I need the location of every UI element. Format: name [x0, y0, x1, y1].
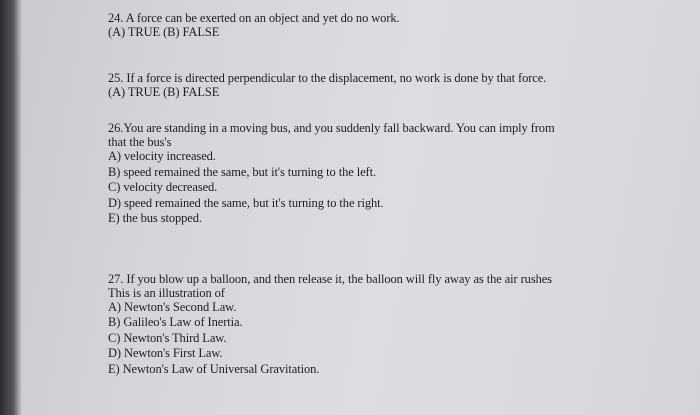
question-24-stem: 24. A force can be exerted on an object and yet do no work.: [108, 11, 400, 25]
question-26-option-a: A) velocity increased.: [108, 149, 216, 163]
question-26-option-c: C) velocity decreased.: [108, 180, 218, 195]
question-26-option-b: B) speed remained the same, but it's turning to the left.: [108, 164, 377, 179]
question-24-options: (A) TRUE (B) FALSE: [108, 25, 220, 39]
question-26: [108, 121, 700, 227]
question-26-option-d: D) speed remained the same, but it's turning to the right.: [108, 195, 384, 210]
question-27-option-b: B) Galileo's Law of Inertia.: [108, 315, 243, 330]
question-25: [108, 71, 700, 99]
question-27-stem-line-2: This is an illustration of: [108, 286, 225, 300]
question-26-option-e: E) the bus stopped.: [108, 211, 202, 226]
question-27-stem-line-1: 27. If you blow up a balloon, and then release it, the balloon will fly away as the air rushes: [108, 272, 552, 286]
question-25-options: (A) TRUE (B) FALSE: [108, 85, 220, 99]
question-27-options: [108, 300, 700, 377]
question-27: [108, 272, 700, 377]
question-26-options: [108, 149, 700, 227]
question-27-option-e: E) Newton's Law of Universal Gravitation.: [108, 361, 320, 376]
question-27-option-d: D) Newton's First Law.: [108, 346, 223, 361]
question-26-stem-line-2: that the bus's: [108, 135, 172, 149]
question-24: [108, 11, 700, 39]
question-26-stem-line-1: 26.You are standing in a moving bus, and you suddenly fall backward. You can imply from: [108, 121, 555, 135]
question-25-stem: 25. If a force is directed perpendicular to the displacement, no work is done by that force.: [108, 71, 547, 85]
question-27-option-c: C) Newton's Third Law.: [108, 330, 227, 345]
question-27-option-a: A) Newton's Second Law.: [108, 300, 237, 314]
